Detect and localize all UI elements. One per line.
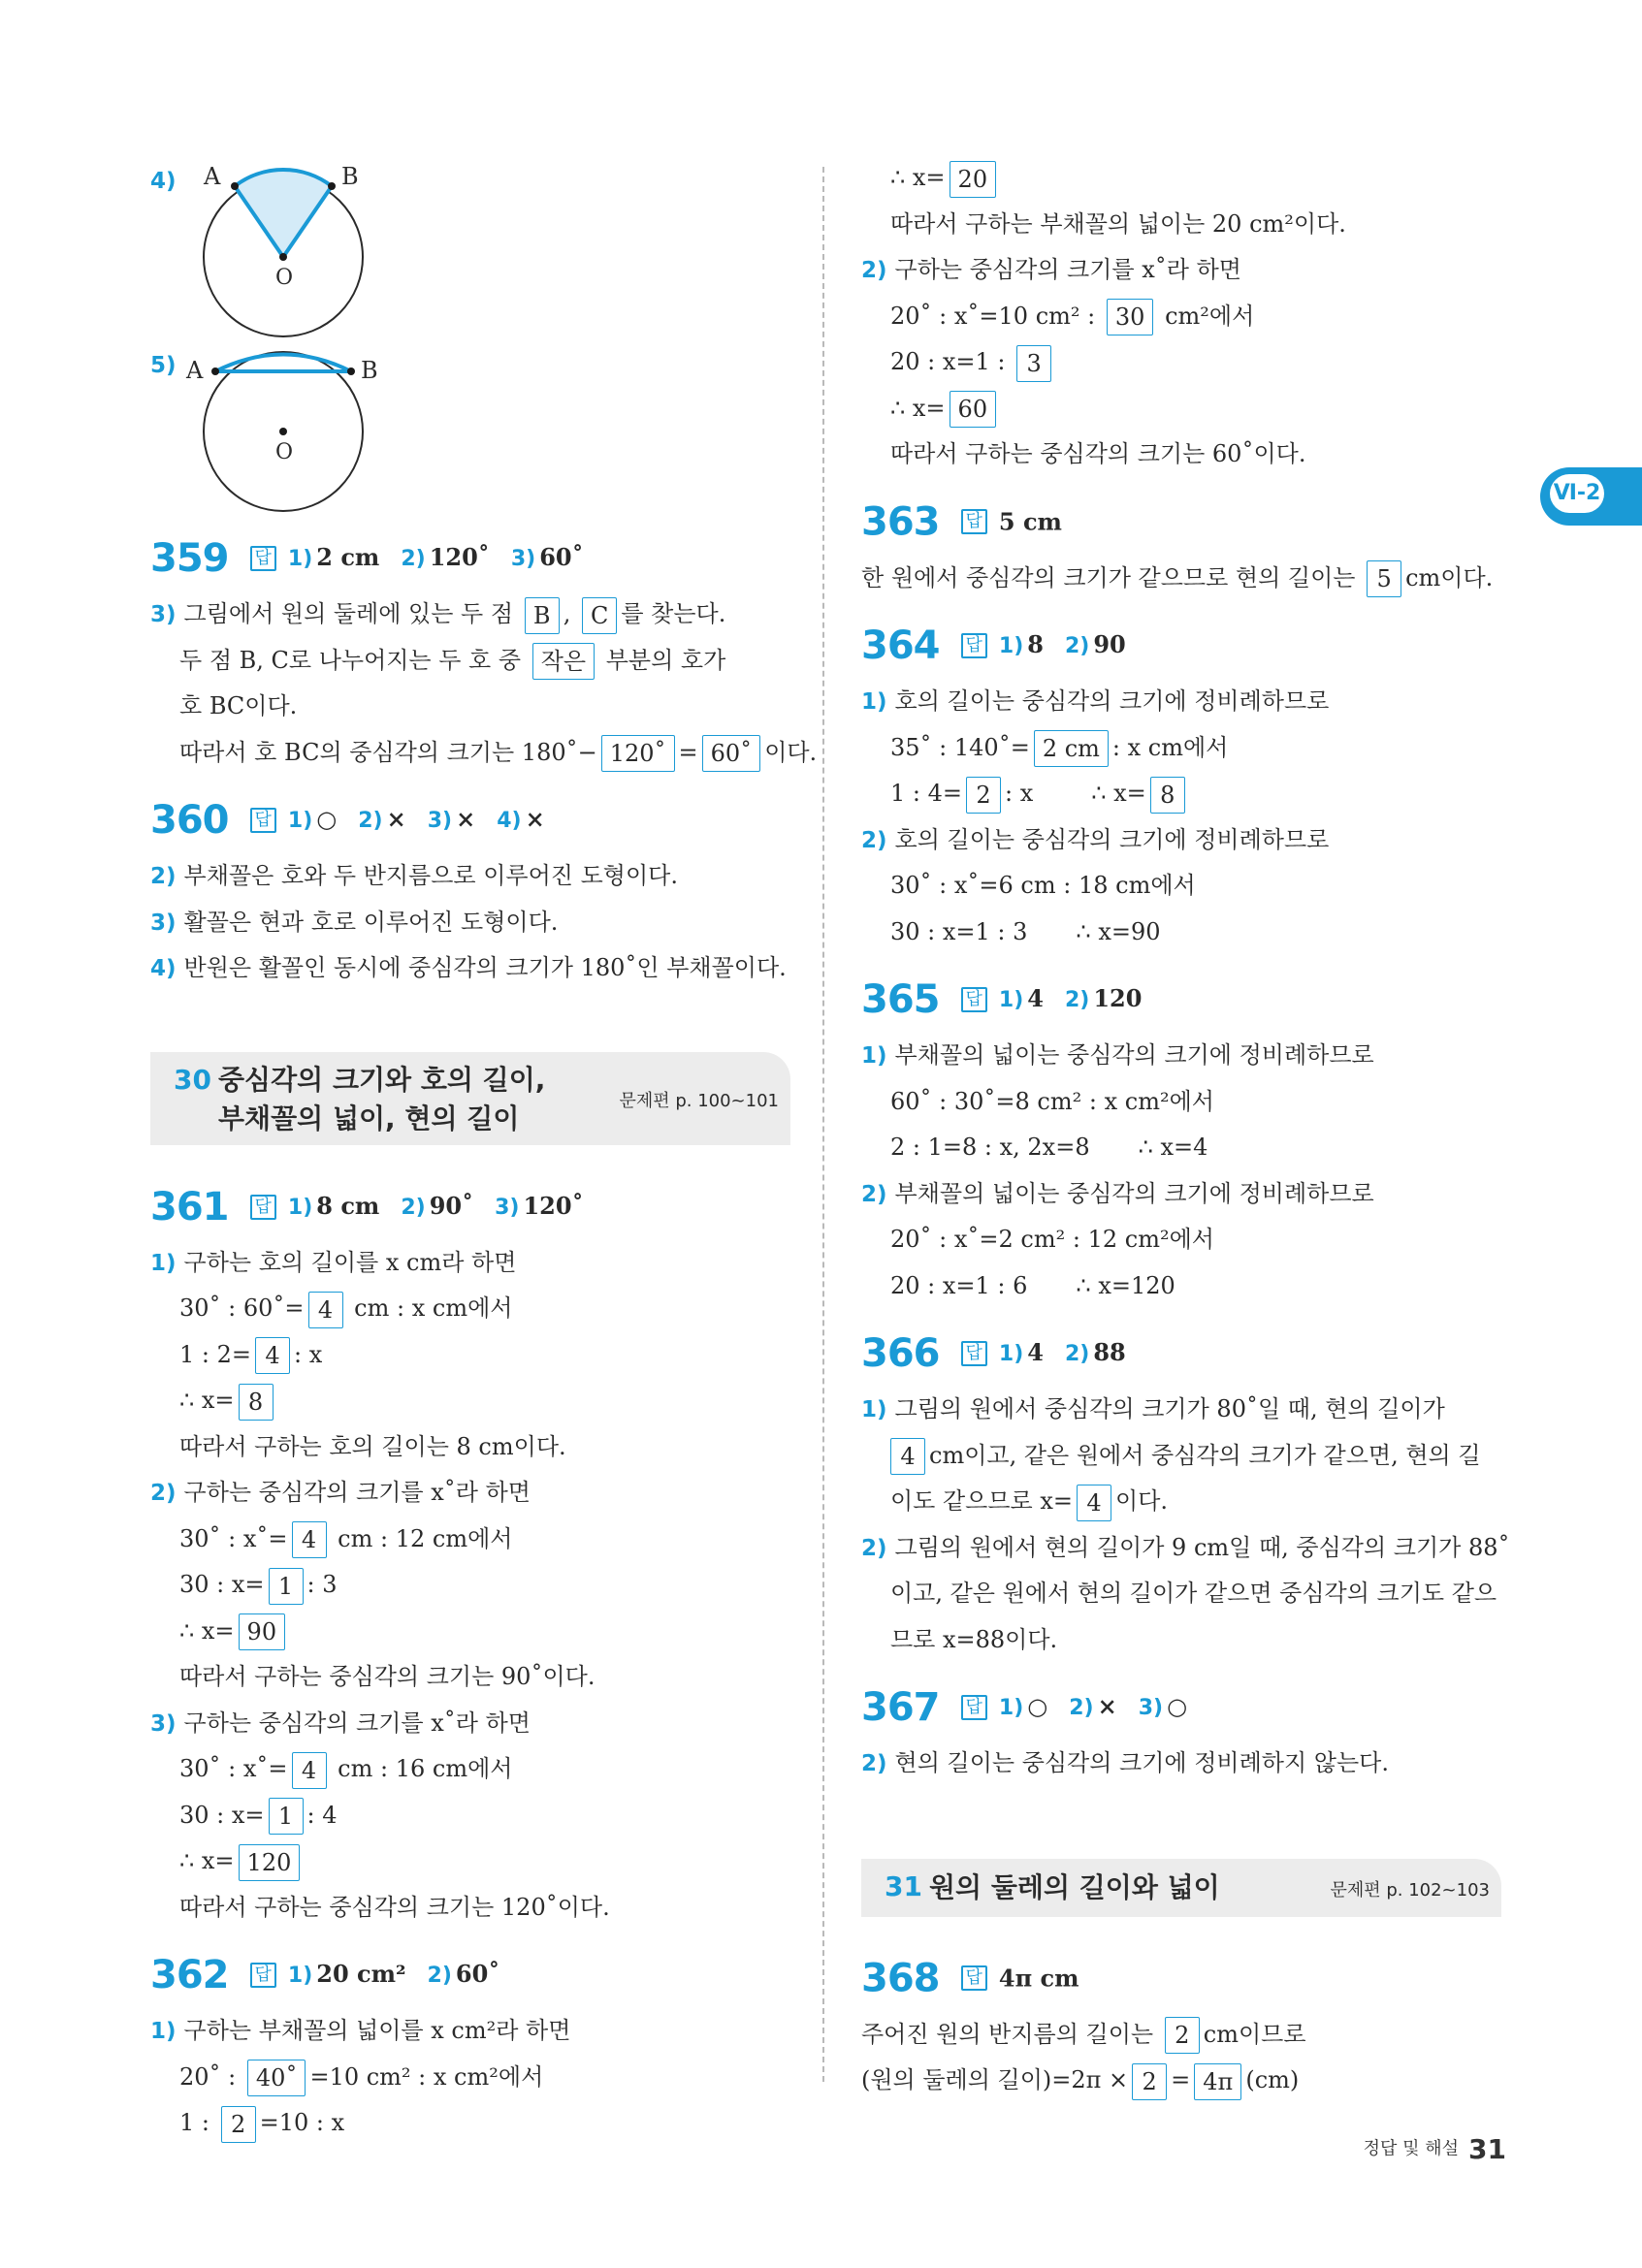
answer-value: 120˚ bbox=[429, 543, 490, 571]
answer-index: 2) bbox=[358, 809, 383, 833]
chapter-label: Ⅵ-2 bbox=[1550, 474, 1604, 513]
point-B bbox=[328, 182, 336, 190]
answer-icon: 답 bbox=[250, 1963, 276, 1988]
answer-index: 2) bbox=[1069, 1696, 1094, 1720]
answer-list bbox=[999, 1692, 1208, 1720]
line-text: 1 : 4= bbox=[890, 780, 962, 807]
line-text: ∴ x=90 bbox=[1076, 917, 1161, 945]
answer-index: 2) bbox=[427, 1964, 452, 1988]
line-text: 구하는 부채꼴의 넓이를 x cm²라 하면 bbox=[183, 2017, 571, 2044]
line-text: 30 : x= bbox=[179, 1801, 265, 1829]
figure-number: 5) bbox=[150, 353, 177, 378]
solution-line: 따라서 구하는 호의 길이는 8 cm이다. bbox=[179, 1432, 566, 1460]
line-text: 30˚ : 60˚= bbox=[179, 1294, 305, 1322]
line-text: 구하는 중심각의 크기를 x˚라 하면 bbox=[183, 1709, 531, 1737]
solution-line bbox=[861, 725, 1501, 772]
line-text: ∴ x= bbox=[179, 1847, 235, 1874]
line-text: cm이므로 bbox=[1203, 2020, 1306, 2048]
answer-index: 1) bbox=[998, 634, 1024, 658]
line-text: 이다. bbox=[1115, 1487, 1169, 1515]
line-text: 이다. bbox=[764, 738, 818, 766]
solution-line bbox=[150, 2008, 790, 2055]
solution-line bbox=[861, 1125, 1501, 1171]
line-text: cm : 12 cm에서 bbox=[338, 1524, 513, 1552]
line-text: cm이고, 같은 원에서 중심각의 크기가 같으면, 현의 길 bbox=[929, 1441, 1481, 1469]
line-text: 한 원에서 중심각의 크기가 같으므로 현의 길이는 bbox=[861, 563, 1356, 591]
answer-index: 1) bbox=[287, 1195, 313, 1220]
solution-line bbox=[150, 1793, 790, 1839]
answer-index: 2) bbox=[1064, 634, 1090, 658]
label-A: A bbox=[204, 163, 221, 190]
figure-segment bbox=[150, 339, 790, 514]
answer-box: 4 bbox=[255, 1337, 290, 1374]
answer-box: 1 bbox=[269, 1798, 304, 1835]
problem-367-header bbox=[861, 1673, 1501, 1741]
answer-icon: 답 bbox=[961, 987, 987, 1012]
step-number: 4) bbox=[150, 956, 177, 981]
line-text: : x bbox=[294, 1340, 323, 1368]
solution-line bbox=[861, 1525, 1510, 1572]
line-text: cm²에서 bbox=[1165, 302, 1255, 330]
line-text: : x bbox=[1005, 780, 1034, 807]
section-30-header bbox=[150, 1052, 790, 1145]
solution-line bbox=[150, 1240, 790, 1287]
answer-index: 3) bbox=[1138, 1696, 1164, 1720]
figure-sector bbox=[150, 155, 790, 339]
line-text: : 3 bbox=[306, 1571, 338, 1598]
solution-line: 따라서 구하는 중심각의 크기는 90˚이다. bbox=[179, 1663, 596, 1690]
step-number: 2) bbox=[861, 258, 887, 283]
problem-number: 367 bbox=[861, 1685, 940, 1730]
solution-line bbox=[861, 2058, 1501, 2104]
answer-index: 1) bbox=[287, 547, 313, 571]
answer-value: ○ bbox=[1027, 1692, 1048, 1720]
answer-index: 3) bbox=[427, 809, 453, 833]
line-text: ∴ x= bbox=[179, 1387, 235, 1414]
solution-line: 따라서 구하는 부채꼴의 넓이는 20 cm²이다. bbox=[890, 209, 1346, 238]
line-text: 활꼴은 현과 호로 이루어진 도형이다. bbox=[183, 908, 559, 936]
line-text: 구하는 중심각의 크기를 x˚라 하면 bbox=[183, 1479, 531, 1506]
solution-line bbox=[150, 900, 790, 946]
answer-index: 1) bbox=[998, 1696, 1024, 1720]
line-text: cm : x cm에서 bbox=[354, 1294, 513, 1322]
solution-line bbox=[150, 1378, 790, 1424]
line-text: 를 찾는다. bbox=[621, 600, 726, 627]
answer-box: 8 bbox=[1150, 777, 1185, 814]
answer-value: 90 bbox=[1093, 630, 1126, 658]
line-text: 따라서 호 BC의 중심각의 크기는 180˚− bbox=[179, 738, 597, 766]
line-text: 35˚ : 140˚= bbox=[890, 733, 1030, 761]
solution-line bbox=[150, 1701, 790, 1747]
line-text: 부채꼴의 넓이는 중심각의 크기에 정비례하므로 bbox=[894, 1179, 1374, 1207]
step-number: 2) bbox=[861, 827, 887, 853]
line-text: 구하는 중심각의 크기를 x˚라 하면 bbox=[894, 256, 1241, 283]
line-text: = bbox=[678, 738, 698, 766]
problem-number: 362 bbox=[150, 1953, 229, 1997]
line-text: ∴ x=120 bbox=[1076, 1271, 1175, 1299]
solution-line bbox=[861, 1741, 1501, 1787]
solution-line bbox=[861, 247, 1501, 294]
line-text: 20˚ : x˚=10 cm² : bbox=[890, 302, 1096, 330]
section-31-header bbox=[861, 1859, 1501, 1917]
line-text: 20 : x=1 : 6 bbox=[890, 1271, 1028, 1299]
solution-line bbox=[150, 1609, 790, 1655]
answer-box: 2 bbox=[221, 2106, 256, 2143]
solution-line: 므로 x=88이다. bbox=[890, 1625, 1058, 1653]
problem-number: 361 bbox=[150, 1184, 229, 1230]
label-B: B bbox=[361, 357, 378, 384]
answer-box: 4 bbox=[292, 1521, 327, 1558]
solution-line bbox=[150, 1470, 790, 1517]
footer-label: 정답 및 해설 bbox=[1363, 2138, 1460, 2159]
solution-line: 호 BC이다. bbox=[179, 692, 298, 719]
answer-box: 작은 bbox=[532, 643, 595, 680]
label-B: B bbox=[341, 163, 359, 190]
label-O: O bbox=[275, 440, 294, 464]
answer-box: C bbox=[582, 597, 617, 634]
section-page-ref: 문제편 p. 102~103 bbox=[1330, 1879, 1490, 1901]
solution-line: 30˚ : x˚=6 cm : 18 cm에서 bbox=[890, 872, 1196, 899]
sector-diagram bbox=[175, 155, 388, 339]
solution-line: 20˚ : x˚=2 cm² : 12 cm²에서 bbox=[890, 1226, 1214, 1253]
answer-value: × bbox=[1097, 1692, 1117, 1720]
line-text: cm이다. bbox=[1405, 563, 1494, 591]
answer-value: × bbox=[386, 805, 406, 833]
answer-value: 60˚ bbox=[539, 543, 584, 571]
step-number: 1) bbox=[861, 1043, 887, 1069]
answer-value: 4 bbox=[1027, 984, 1044, 1012]
step-number: 1) bbox=[150, 1250, 177, 1276]
solution-line bbox=[861, 155, 1501, 202]
solution-line bbox=[150, 1562, 790, 1609]
answer-box: 4 bbox=[292, 1752, 327, 1789]
line-text: = bbox=[1171, 2066, 1191, 2093]
answer-list bbox=[999, 630, 1147, 658]
solution-line bbox=[150, 591, 790, 638]
answer-value: 8 bbox=[1027, 630, 1044, 658]
answer-box: 2 bbox=[1132, 2063, 1167, 2100]
answer-index: 2) bbox=[401, 547, 426, 571]
step-number: 2) bbox=[861, 1535, 887, 1561]
solution-line bbox=[861, 817, 1501, 864]
solution-line bbox=[861, 910, 1501, 956]
line-text: , bbox=[563, 600, 571, 627]
step-number: 1) bbox=[861, 689, 887, 715]
line-text: 반원은 활꼴인 동시에 중심각의 크기가 180˚인 부채꼴이다. bbox=[183, 954, 787, 981]
solution-line bbox=[861, 771, 1501, 817]
answer-list bbox=[288, 805, 566, 833]
answer-index: 1) bbox=[287, 809, 313, 833]
step-number: 1) bbox=[150, 2019, 177, 2044]
answer-value: 20 cm² bbox=[316, 1960, 406, 1988]
solution-line bbox=[150, 730, 818, 777]
page-footer bbox=[1364, 2133, 1506, 2165]
step-number: 1) bbox=[861, 1397, 887, 1422]
answer-value: × bbox=[456, 805, 476, 833]
answer-box: 4 bbox=[308, 1292, 343, 1328]
answer-box: 20 bbox=[950, 161, 997, 198]
solution-line bbox=[150, 853, 790, 900]
answer-list bbox=[999, 1338, 1147, 1366]
problem-366-header bbox=[861, 1319, 1501, 1387]
line-text: cm : 16 cm에서 bbox=[338, 1755, 513, 1782]
answer-index: 2) bbox=[1064, 988, 1090, 1012]
answer-index: 3) bbox=[510, 547, 536, 571]
answer-box: 4 bbox=[890, 1438, 925, 1475]
solution-line bbox=[861, 1263, 1501, 1310]
answer-icon: 답 bbox=[250, 546, 276, 571]
answer-box: 120 bbox=[239, 1844, 301, 1881]
answer-value: 5 cm bbox=[998, 507, 1062, 535]
answer-icon: 답 bbox=[250, 1195, 276, 1220]
problem-359-header bbox=[150, 524, 790, 591]
line-text: 20 : x=1 : bbox=[890, 348, 1006, 375]
solution-line bbox=[150, 2055, 790, 2101]
solution-line bbox=[150, 1838, 790, 1885]
line-text: 그림의 원에서 현의 길이가 9 cm일 때, 중심각의 크기가 88˚ bbox=[894, 1533, 1510, 1561]
problem-number: 363 bbox=[861, 499, 940, 544]
answer-list bbox=[288, 1960, 521, 1988]
solution-line: 이고, 같은 원에서 현의 길이가 같으면 중심각의 크기도 같으 bbox=[890, 1580, 1497, 1607]
solution-line bbox=[150, 2100, 790, 2147]
line-text: 1 : bbox=[179, 2109, 209, 2136]
answer-box: B bbox=[525, 597, 560, 634]
answer-icon: 답 bbox=[961, 1695, 987, 1720]
answer-index: 4) bbox=[497, 809, 522, 833]
figure-number: 4) bbox=[150, 169, 177, 194]
answer-box: 60 bbox=[950, 391, 997, 428]
right-column bbox=[861, 155, 1510, 2104]
line-text: : 4 bbox=[306, 1801, 338, 1829]
solution-line bbox=[861, 679, 1501, 725]
answer-box: 30 bbox=[1107, 299, 1154, 335]
answer-icon: 답 bbox=[961, 1341, 987, 1366]
point-A bbox=[211, 367, 219, 375]
line-text: 현의 길이는 중심각의 크기에 정비례하지 않는다. bbox=[894, 1749, 1389, 1776]
solution-line: 따라서 구하는 중심각의 크기는 60˚이다. bbox=[890, 440, 1306, 467]
solution-line: 60˚ : 30˚=8 cm² : x cm²에서 bbox=[890, 1087, 1214, 1115]
answer-value: 120 bbox=[1093, 984, 1143, 1012]
problem-363-header bbox=[861, 488, 1501, 556]
problem-364-header bbox=[861, 611, 1501, 679]
solution-line bbox=[861, 294, 1501, 340]
answer-index: 1) bbox=[998, 988, 1024, 1012]
point-O bbox=[279, 428, 287, 435]
answer-box: 120˚ bbox=[601, 735, 675, 772]
answer-index: 2) bbox=[1064, 1342, 1090, 1366]
problem-365-header bbox=[861, 965, 1501, 1033]
answer-value: ○ bbox=[1167, 1692, 1188, 1720]
problem-368-header bbox=[861, 1944, 1501, 2012]
problem-number: 366 bbox=[861, 1331, 940, 1376]
answer-value: 90˚ bbox=[429, 1191, 474, 1220]
answer-box: 2 cm bbox=[1034, 730, 1109, 767]
segment-diagram bbox=[175, 339, 388, 514]
solution-line bbox=[861, 339, 1501, 386]
line-text: 그림의 원에서 중심각의 크기가 80˚일 때, 현의 길이가 bbox=[894, 1395, 1445, 1422]
line-text: ∴ x= bbox=[1091, 780, 1146, 807]
answer-value: 60˚ bbox=[455, 1960, 500, 1988]
line-text: 30 : x=1 : 3 bbox=[890, 917, 1028, 945]
step-number: 2) bbox=[150, 1481, 177, 1506]
answer-value: 8 cm bbox=[316, 1191, 380, 1220]
solution-line bbox=[150, 1332, 790, 1379]
answer-box: 2 bbox=[1165, 2017, 1200, 2054]
section-title-line1: 중심각의 크기와 호의 길이, bbox=[218, 1063, 546, 1096]
solution-line bbox=[150, 1286, 790, 1332]
problem-360-header bbox=[150, 785, 790, 853]
problem-number: 359 bbox=[150, 536, 229, 581]
line-text: 호의 길이는 중심각의 크기에 정비례하므로 bbox=[894, 825, 1330, 853]
answer-box: 4π bbox=[1194, 2063, 1241, 2100]
sector-fill bbox=[235, 170, 332, 257]
answer-box: 1 bbox=[269, 1568, 304, 1605]
line-text: =10 cm² : x cm²에서 bbox=[309, 2062, 544, 2091]
line-text: 호의 길이는 중심각의 크기에 정비례하므로 bbox=[894, 687, 1330, 715]
answer-value: 120˚ bbox=[523, 1191, 584, 1220]
line-text: 주어진 원의 반지름의 길이는 bbox=[861, 2020, 1154, 2048]
step-number: 2) bbox=[861, 1181, 887, 1207]
section-page-ref: 문제편 p. 100~101 bbox=[619, 1090, 779, 1111]
step-number: 3) bbox=[150, 910, 177, 936]
answer-value: 88 bbox=[1093, 1338, 1126, 1366]
solution-line bbox=[861, 2012, 1501, 2059]
label-O: O bbox=[275, 266, 294, 290]
line-text: 부채꼴은 호와 두 반지름으로 이루어진 도형이다. bbox=[183, 862, 678, 889]
line-text: 30 : x= bbox=[179, 1571, 265, 1598]
answer-list bbox=[288, 1192, 605, 1220]
column-divider bbox=[822, 167, 824, 2082]
answer-value: 4 bbox=[1027, 1338, 1044, 1366]
answer-box: 2 bbox=[966, 777, 1001, 814]
chapter-tab bbox=[1540, 467, 1642, 526]
answer-box: 90 bbox=[239, 1613, 286, 1650]
page-number: 31 bbox=[1468, 2133, 1506, 2165]
line-text: 두 점 B, C로 나누어지는 두 호 중 bbox=[179, 646, 522, 674]
solution-line bbox=[861, 556, 1501, 602]
problem-number: 368 bbox=[861, 1956, 940, 2000]
line-text: 이도 같으므로 x= bbox=[890, 1487, 1074, 1515]
solution-line: 따라서 구하는 중심각의 크기는 120˚이다. bbox=[179, 1893, 610, 1921]
answer-icon: 답 bbox=[961, 1965, 987, 1991]
section-number: 31 bbox=[885, 1869, 922, 1902]
answer-box: 4 bbox=[1077, 1485, 1111, 1521]
answer-index: 1) bbox=[998, 1342, 1024, 1366]
line-text: 부분의 호가 bbox=[605, 646, 726, 674]
line-text: (원의 둘레의 길이)=2π × bbox=[861, 2066, 1129, 2093]
step-number: 3) bbox=[150, 602, 177, 627]
problem-361-header bbox=[150, 1172, 790, 1240]
step-number: 2) bbox=[861, 1751, 887, 1776]
point-A bbox=[231, 182, 239, 190]
left-column bbox=[150, 155, 818, 2147]
step-number: 3) bbox=[150, 1710, 177, 1737]
answer-list bbox=[999, 984, 1164, 1012]
line-text: 30˚ : x˚= bbox=[179, 1755, 288, 1782]
point-O bbox=[279, 253, 287, 261]
line-text: 2 : 1=8 : x, 2x=8 bbox=[890, 1134, 1090, 1161]
section-title: 원의 둘레의 길이와 넓이 bbox=[929, 1870, 1220, 1903]
answer-value: × bbox=[525, 805, 545, 833]
line-text: ∴ x=4 bbox=[1138, 1134, 1208, 1161]
answer-icon: 답 bbox=[961, 633, 987, 658]
solution-line bbox=[861, 386, 1501, 432]
problem-362-header bbox=[150, 1940, 790, 2008]
answer-list bbox=[288, 543, 605, 571]
line-text: 부채꼴의 넓이는 중심각의 크기에 정비례하므로 bbox=[894, 1041, 1374, 1069]
problem-number: 365 bbox=[861, 977, 940, 1022]
section-title-line2: 부채꼴의 넓이, 현의 길이 bbox=[218, 1102, 520, 1134]
label-A: A bbox=[186, 357, 204, 384]
answer-value: 2 cm bbox=[316, 543, 380, 571]
answer-box: 8 bbox=[239, 1384, 274, 1421]
line-text: ∴ x= bbox=[890, 394, 946, 422]
line-text: : x cm에서 bbox=[1111, 733, 1229, 761]
line-text: 20˚ : bbox=[179, 2062, 237, 2091]
point-B bbox=[347, 367, 355, 375]
solution-line bbox=[150, 1746, 790, 1793]
answer-icon: 답 bbox=[250, 808, 276, 833]
answer-box: 60˚ bbox=[702, 735, 761, 772]
solution-line bbox=[150, 1517, 790, 1563]
line-text: 30˚ : x˚= bbox=[179, 1524, 288, 1552]
solution-line bbox=[861, 1387, 1501, 1433]
answer-index: 3) bbox=[495, 1195, 520, 1220]
answer-box: 5 bbox=[1367, 560, 1401, 597]
step-number: 2) bbox=[150, 864, 177, 889]
answer-value: 4π cm bbox=[998, 1964, 1079, 1992]
solution-line bbox=[861, 1433, 1501, 1480]
problem-number: 364 bbox=[861, 623, 940, 668]
line-text: 그림에서 원의 둘레에 있는 두 점 bbox=[183, 600, 514, 627]
line-text: 1 : 2= bbox=[179, 1340, 251, 1368]
solution-line bbox=[861, 1479, 1501, 1525]
line-text: =10 : x bbox=[259, 2109, 345, 2136]
answer-index: 2) bbox=[401, 1195, 426, 1220]
solution-line bbox=[150, 945, 790, 992]
answer-index: 1) bbox=[287, 1964, 313, 1988]
solution-line bbox=[150, 638, 790, 685]
problem-number: 360 bbox=[150, 798, 229, 843]
section-number: 30 bbox=[174, 1063, 211, 1096]
solution-line bbox=[861, 1033, 1501, 1079]
answer-icon: 답 bbox=[961, 509, 987, 534]
answer-box: 3 bbox=[1016, 345, 1051, 382]
answer-value: ○ bbox=[316, 805, 338, 833]
line-text: ∴ x= bbox=[890, 164, 946, 191]
answer-box: 40˚ bbox=[247, 2060, 306, 2096]
line-text: (cm) bbox=[1245, 2066, 1300, 2093]
line-text: 구하는 호의 길이를 x cm라 하면 bbox=[183, 1248, 517, 1276]
line-text: ∴ x= bbox=[179, 1616, 235, 1645]
solution-line bbox=[861, 1171, 1501, 1218]
